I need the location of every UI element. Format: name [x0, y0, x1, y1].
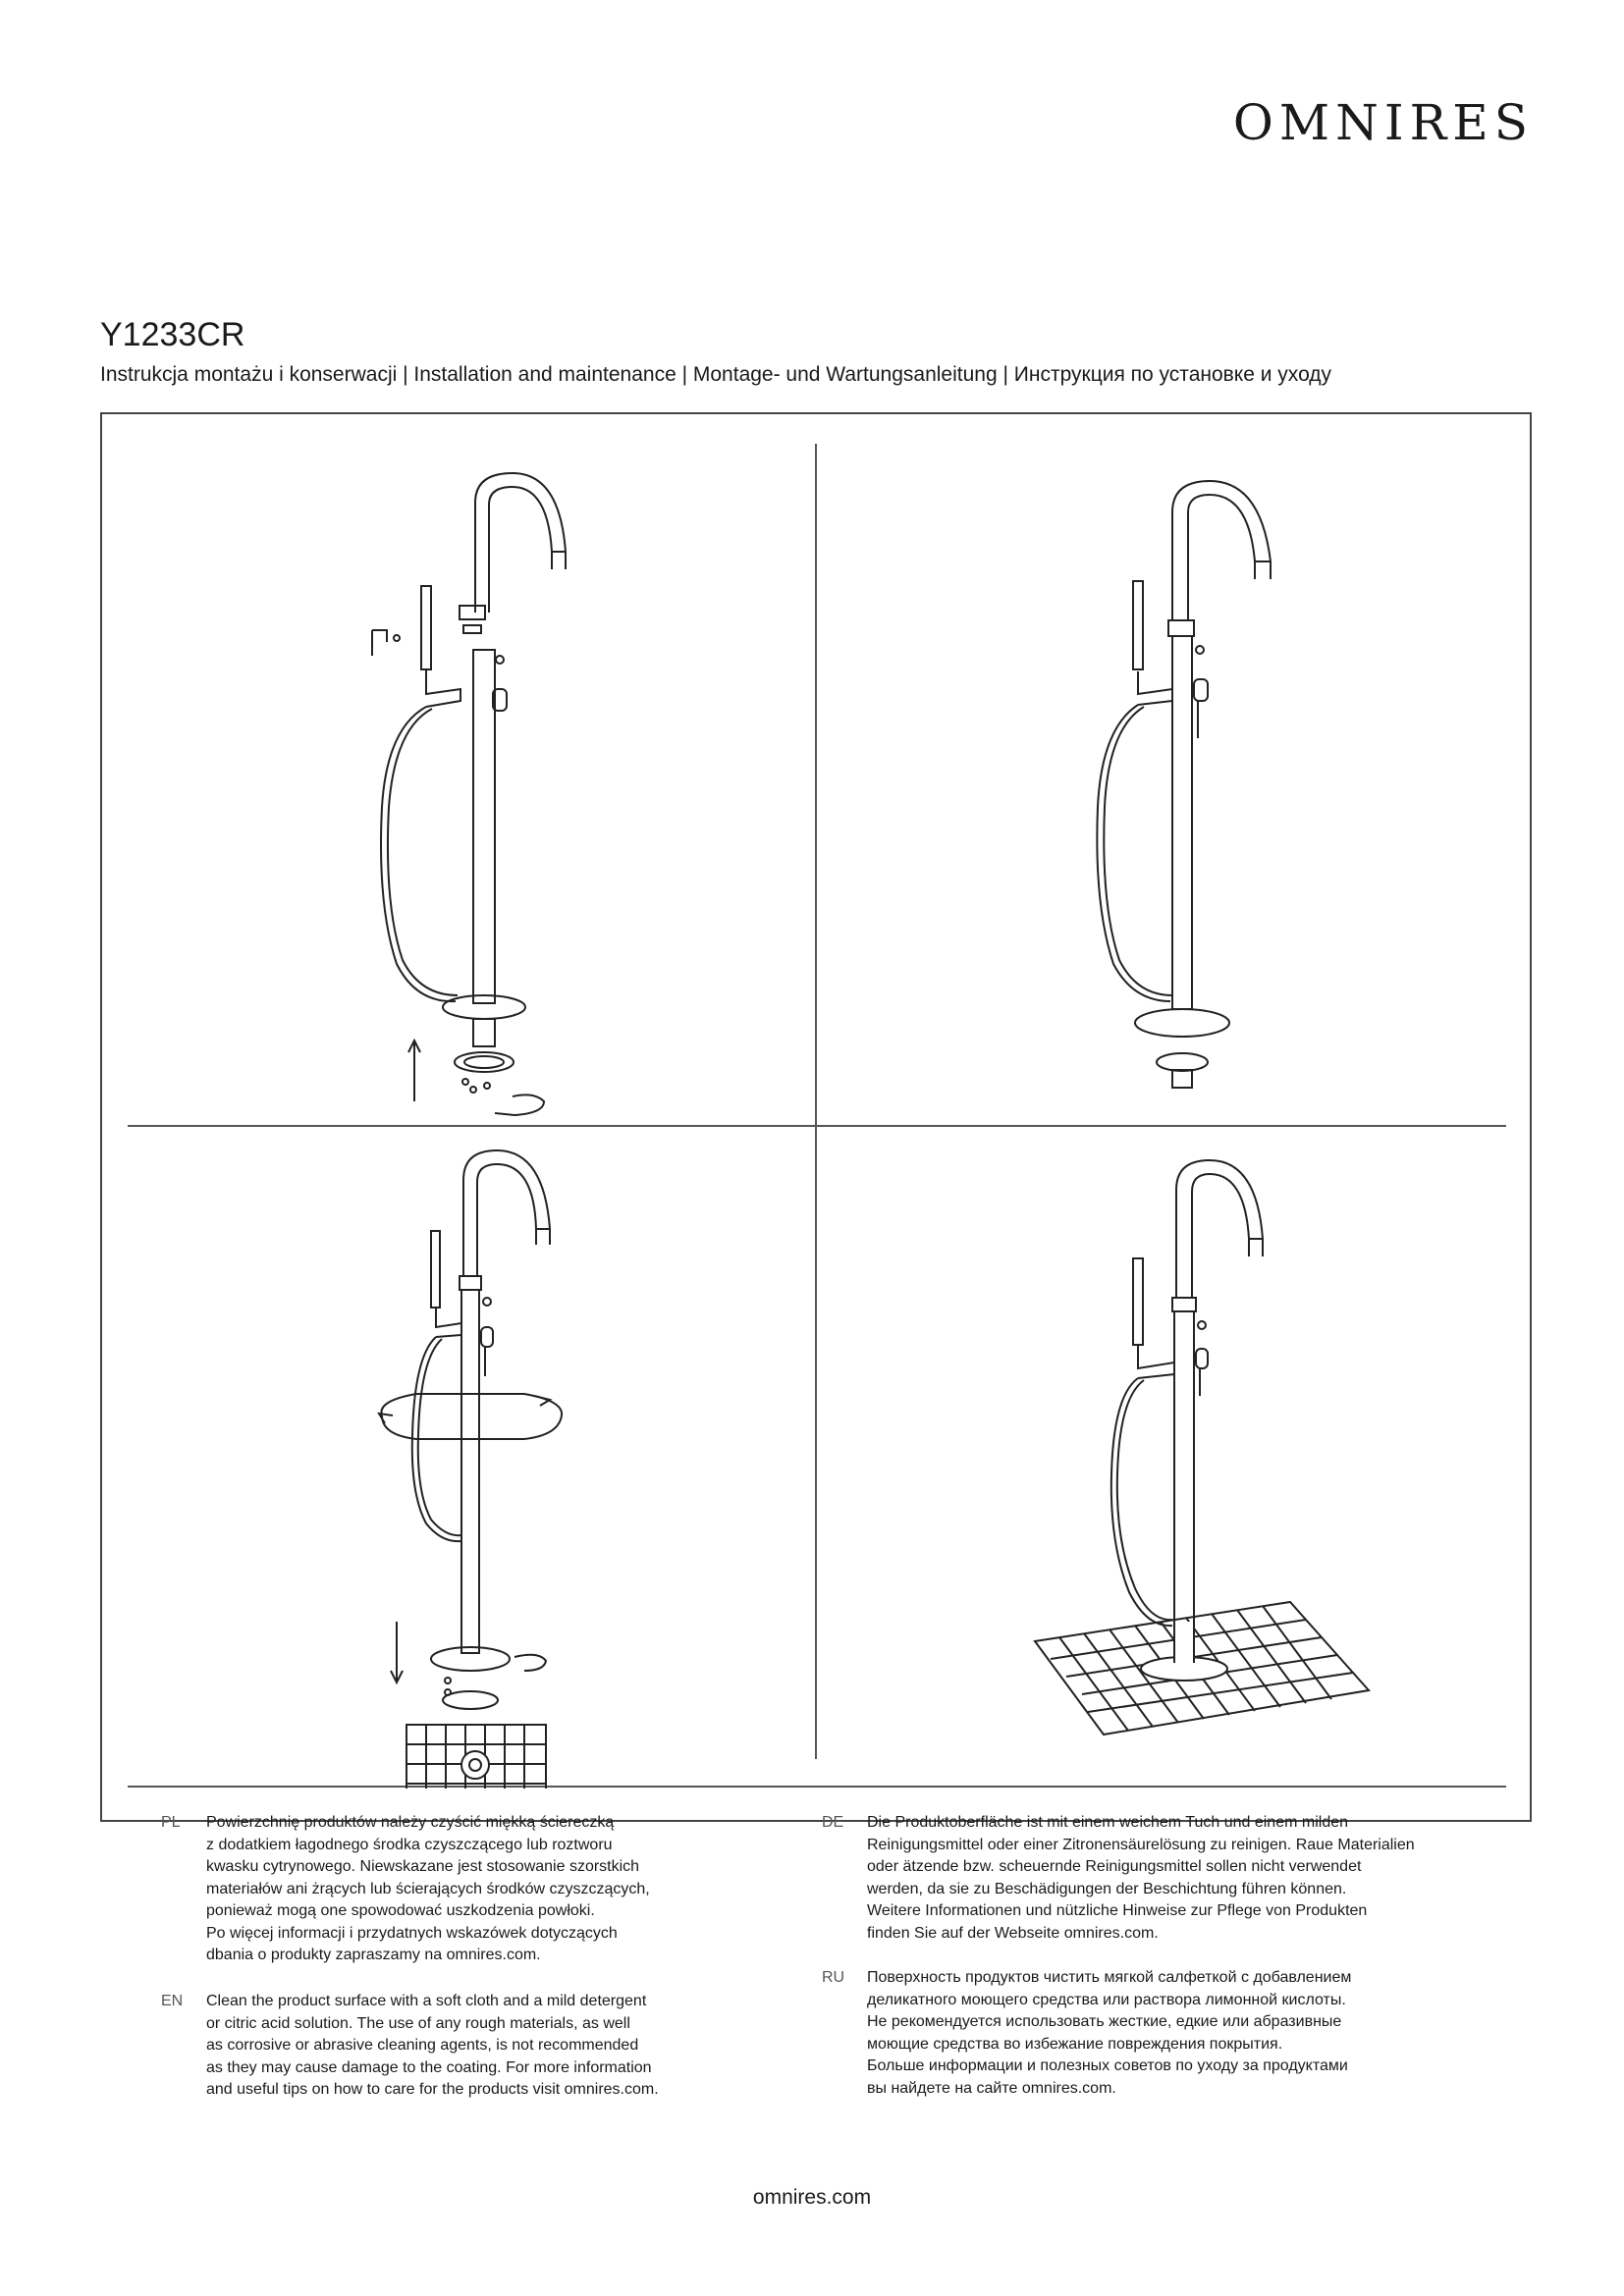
care-text-de: Die Produktoberfläche ist mit einem weichem Tuch und einem milden Reinigungsmittel oder einer Zitronensäurelösung zu reinigen. Raue Materialien oder ätzende bzw. scheuernde Reinigungsmittel sollen nicht verwendet werden, da sie zu Beschädigungen der Beschichtung führen können. Weitere Informationen und nützliche Hinweise zur Pflege von Produkten finden Sie auf der Webseite omnires.com.	[867, 1814, 1415, 1942]
footer-url[interactable]: omnires.com	[752, 2186, 872, 2209]
document-subtitle: Instrukcja montażu i konserwacji | Installation and maintenance | Montage- und Wartungsanleitung | Инструкция по установке и уходу	[100, 363, 1332, 386]
lang-code-ru: RU	[822, 1969, 845, 1986]
care-text-en: Clean the product surface with a soft cloth and a mild detergent or citric acid solution. The use of any rough materials, as well as corrosive or abrasive cleaning agents, is not recommended as they may cause damage to the coating. For more information and useful tips on how to care for the products visit omnires.com.	[206, 1993, 659, 2098]
step-2-diagram	[1097, 481, 1271, 1088]
product-code: Y1233CR	[100, 316, 245, 353]
lang-code-en: EN	[161, 1993, 184, 2009]
step-3-diagram	[379, 1150, 562, 1789]
step-4-diagram	[1035, 1160, 1369, 1735]
care-text-pl: Powierzchnię produktów należy czyścić miękką ściereczką z dodatkiem łagodnego środka czyszczącego lub roztworu kwasku cytrynowego. Niewskazane jest stosowanie szorstkich materiałów ani żrących lub ścierających środków czyszczących, ponieważ mogą one spowodować uszkodzenia powłoki. Po więcej informacji i przydatnych wskazówek dotyczących dbania o produkty zapraszamy na omnires.com.	[206, 1814, 650, 1963]
instruction-frame	[100, 412, 1532, 2098]
lang-code-pl: PL	[161, 1814, 181, 1831]
care-text-ru: Поверхность продуктов чистить мягкой салфеткой с добавлением деликатного моющего средства или раствора лимонной кислоты. Не рекомендуется использовать жесткие, едкие или абразивные моющие средства во избежание повреждения покрытия. Больше информации и полезных советов по уходу за продуктами вы найдете на сайте omnires.com.	[867, 1969, 1352, 2097]
lang-code-de: DE	[822, 1814, 844, 1831]
brand-logo: OMNIRES	[1232, 94, 1534, 151]
installation-diagrams	[102, 414, 1530, 1789]
step-1-diagram	[372, 473, 566, 1115]
